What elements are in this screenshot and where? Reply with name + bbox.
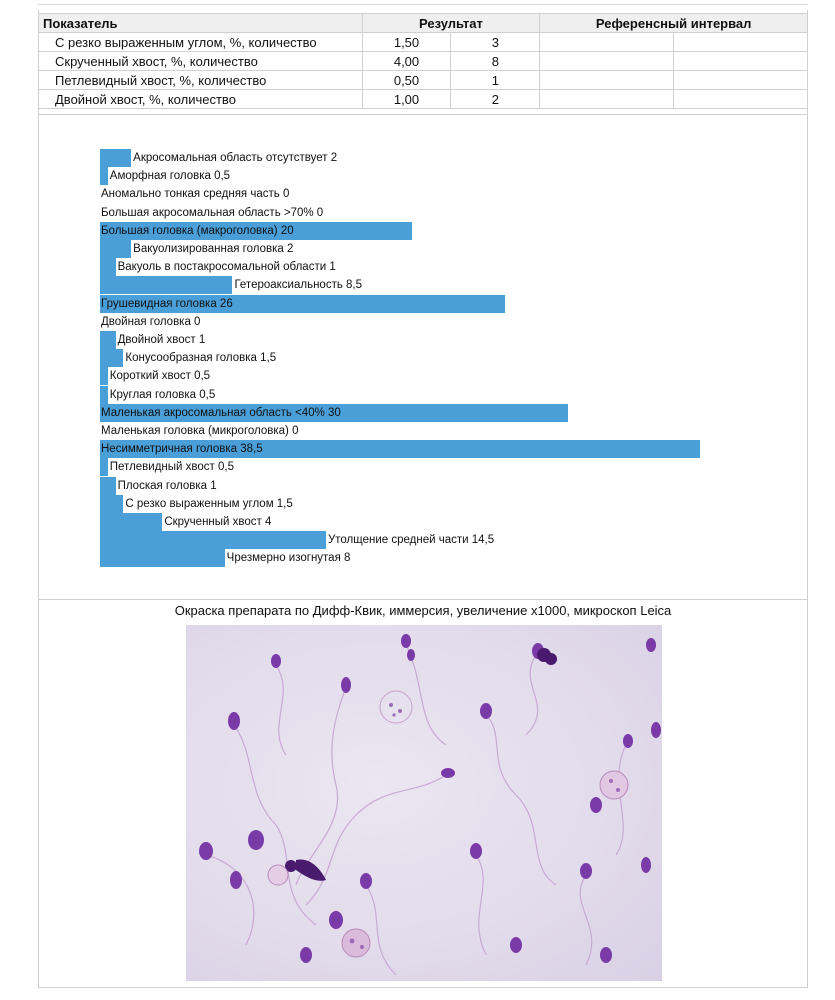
bar-label: Чрезмерно изогнутая 8 [226, 552, 351, 565]
bar [100, 477, 116, 495]
bar-label: Большая акросомальная область >70% 0 [101, 206, 324, 219]
bar [100, 495, 123, 513]
bar-label: Несимметричная головка 38,5 [101, 443, 263, 456]
table-header-row [39, 14, 808, 33]
results-table [38, 13, 808, 109]
cell-fragments [350, 703, 620, 949]
bar-label: Маленькая акросомальная область <40% 30 [101, 406, 341, 419]
row-percent: 0,50 [362, 71, 451, 90]
round-cells [268, 691, 628, 957]
bar-label: Петлевидный хвост 0,5 [109, 461, 234, 474]
row-name: Двойной хвост, %, количество [39, 90, 363, 109]
top-rule [38, 4, 808, 5]
row-count: 3 [451, 33, 540, 52]
bar [100, 240, 131, 258]
bar-label: Вакуолизированная головка 2 [133, 243, 294, 255]
bar [100, 367, 108, 385]
row-count: 2 [451, 90, 540, 109]
micrograph-drawing [186, 625, 662, 981]
bar [100, 349, 123, 367]
header-indicator: Показатель [39, 14, 363, 33]
bar [100, 531, 326, 549]
bar-label: Утолщение средней части 14,5 [327, 534, 495, 547]
row-name: Скрученный хвост, %, количество [39, 52, 363, 71]
bar-label: Аномально тонкая средняя часть 0 [101, 188, 290, 201]
bar-label: Грушевидная головка 26 [101, 297, 233, 310]
bar-label: Аморфная головка 0,5 [109, 170, 231, 183]
bar-label: Двойная головка 0 [101, 315, 201, 328]
table-row [39, 52, 808, 71]
row-reference-empty [540, 71, 674, 90]
row-reference-empty [674, 33, 808, 52]
row-count: 1 [451, 71, 540, 90]
row-name: Петлевидный хвост, %, количество [39, 71, 363, 90]
table-row [39, 33, 808, 52]
header-result: Результат [362, 14, 540, 33]
bar [100, 167, 108, 185]
table-row [39, 71, 808, 90]
photo-caption: Окраска препарата по Дифф-Квик, иммерсия, увеличение х1000, микроскоп Leica [174, 603, 672, 618]
header-reference: Референсный интервал [540, 14, 808, 33]
row-name: С резко выраженным углом, %, количество [39, 33, 363, 52]
row-percent: 1,50 [362, 33, 451, 52]
row-reference-empty [540, 90, 674, 109]
row-reference-empty [540, 52, 674, 71]
bar [100, 149, 131, 167]
bar [100, 258, 116, 276]
bar-label: Двойной хвост 1 [117, 334, 206, 346]
bar [100, 331, 116, 349]
bar-label: Конусообразная головка 1,5 [125, 352, 277, 365]
bar-label: Большая головка (макроголовка) 20 [101, 224, 294, 237]
bar-label: Короткий хвост 0,5 [109, 370, 211, 383]
bar-label: Маленькая головка (микроголовка) 0 [101, 425, 299, 437]
row-reference-empty [674, 71, 808, 90]
row-reference-empty [540, 33, 674, 52]
bar [100, 549, 225, 567]
sperm-tails [206, 645, 626, 975]
dark-cells [285, 648, 557, 881]
bar-label: Скрученный хвост 4 [164, 516, 272, 528]
row-percent: 4,00 [362, 52, 451, 71]
bar-label: Акросомальная область отсутствует 2 [133, 152, 338, 164]
bar-label: Гетероаксиальность 8,5 [234, 279, 363, 292]
table-row [39, 90, 808, 109]
row-reference-empty [674, 52, 808, 71]
row-percent: 1,00 [362, 90, 451, 109]
bar-label: С резко выраженным углом 1,5 [125, 497, 293, 510]
bar-label: Плоская головка 1 [117, 479, 217, 492]
morphology-bar-chart [100, 149, 720, 569]
sperm-heads [199, 634, 661, 963]
row-reference-empty [674, 90, 808, 109]
micrograph-image [186, 625, 662, 981]
bar [100, 513, 162, 531]
row-count: 8 [451, 52, 540, 71]
bar [100, 276, 232, 294]
bar [100, 458, 108, 476]
bar [100, 386, 108, 404]
bar-label: Вакуоль в постакросомальной области 1 [117, 261, 336, 274]
bar-label: Круглая головка 0,5 [109, 388, 216, 401]
